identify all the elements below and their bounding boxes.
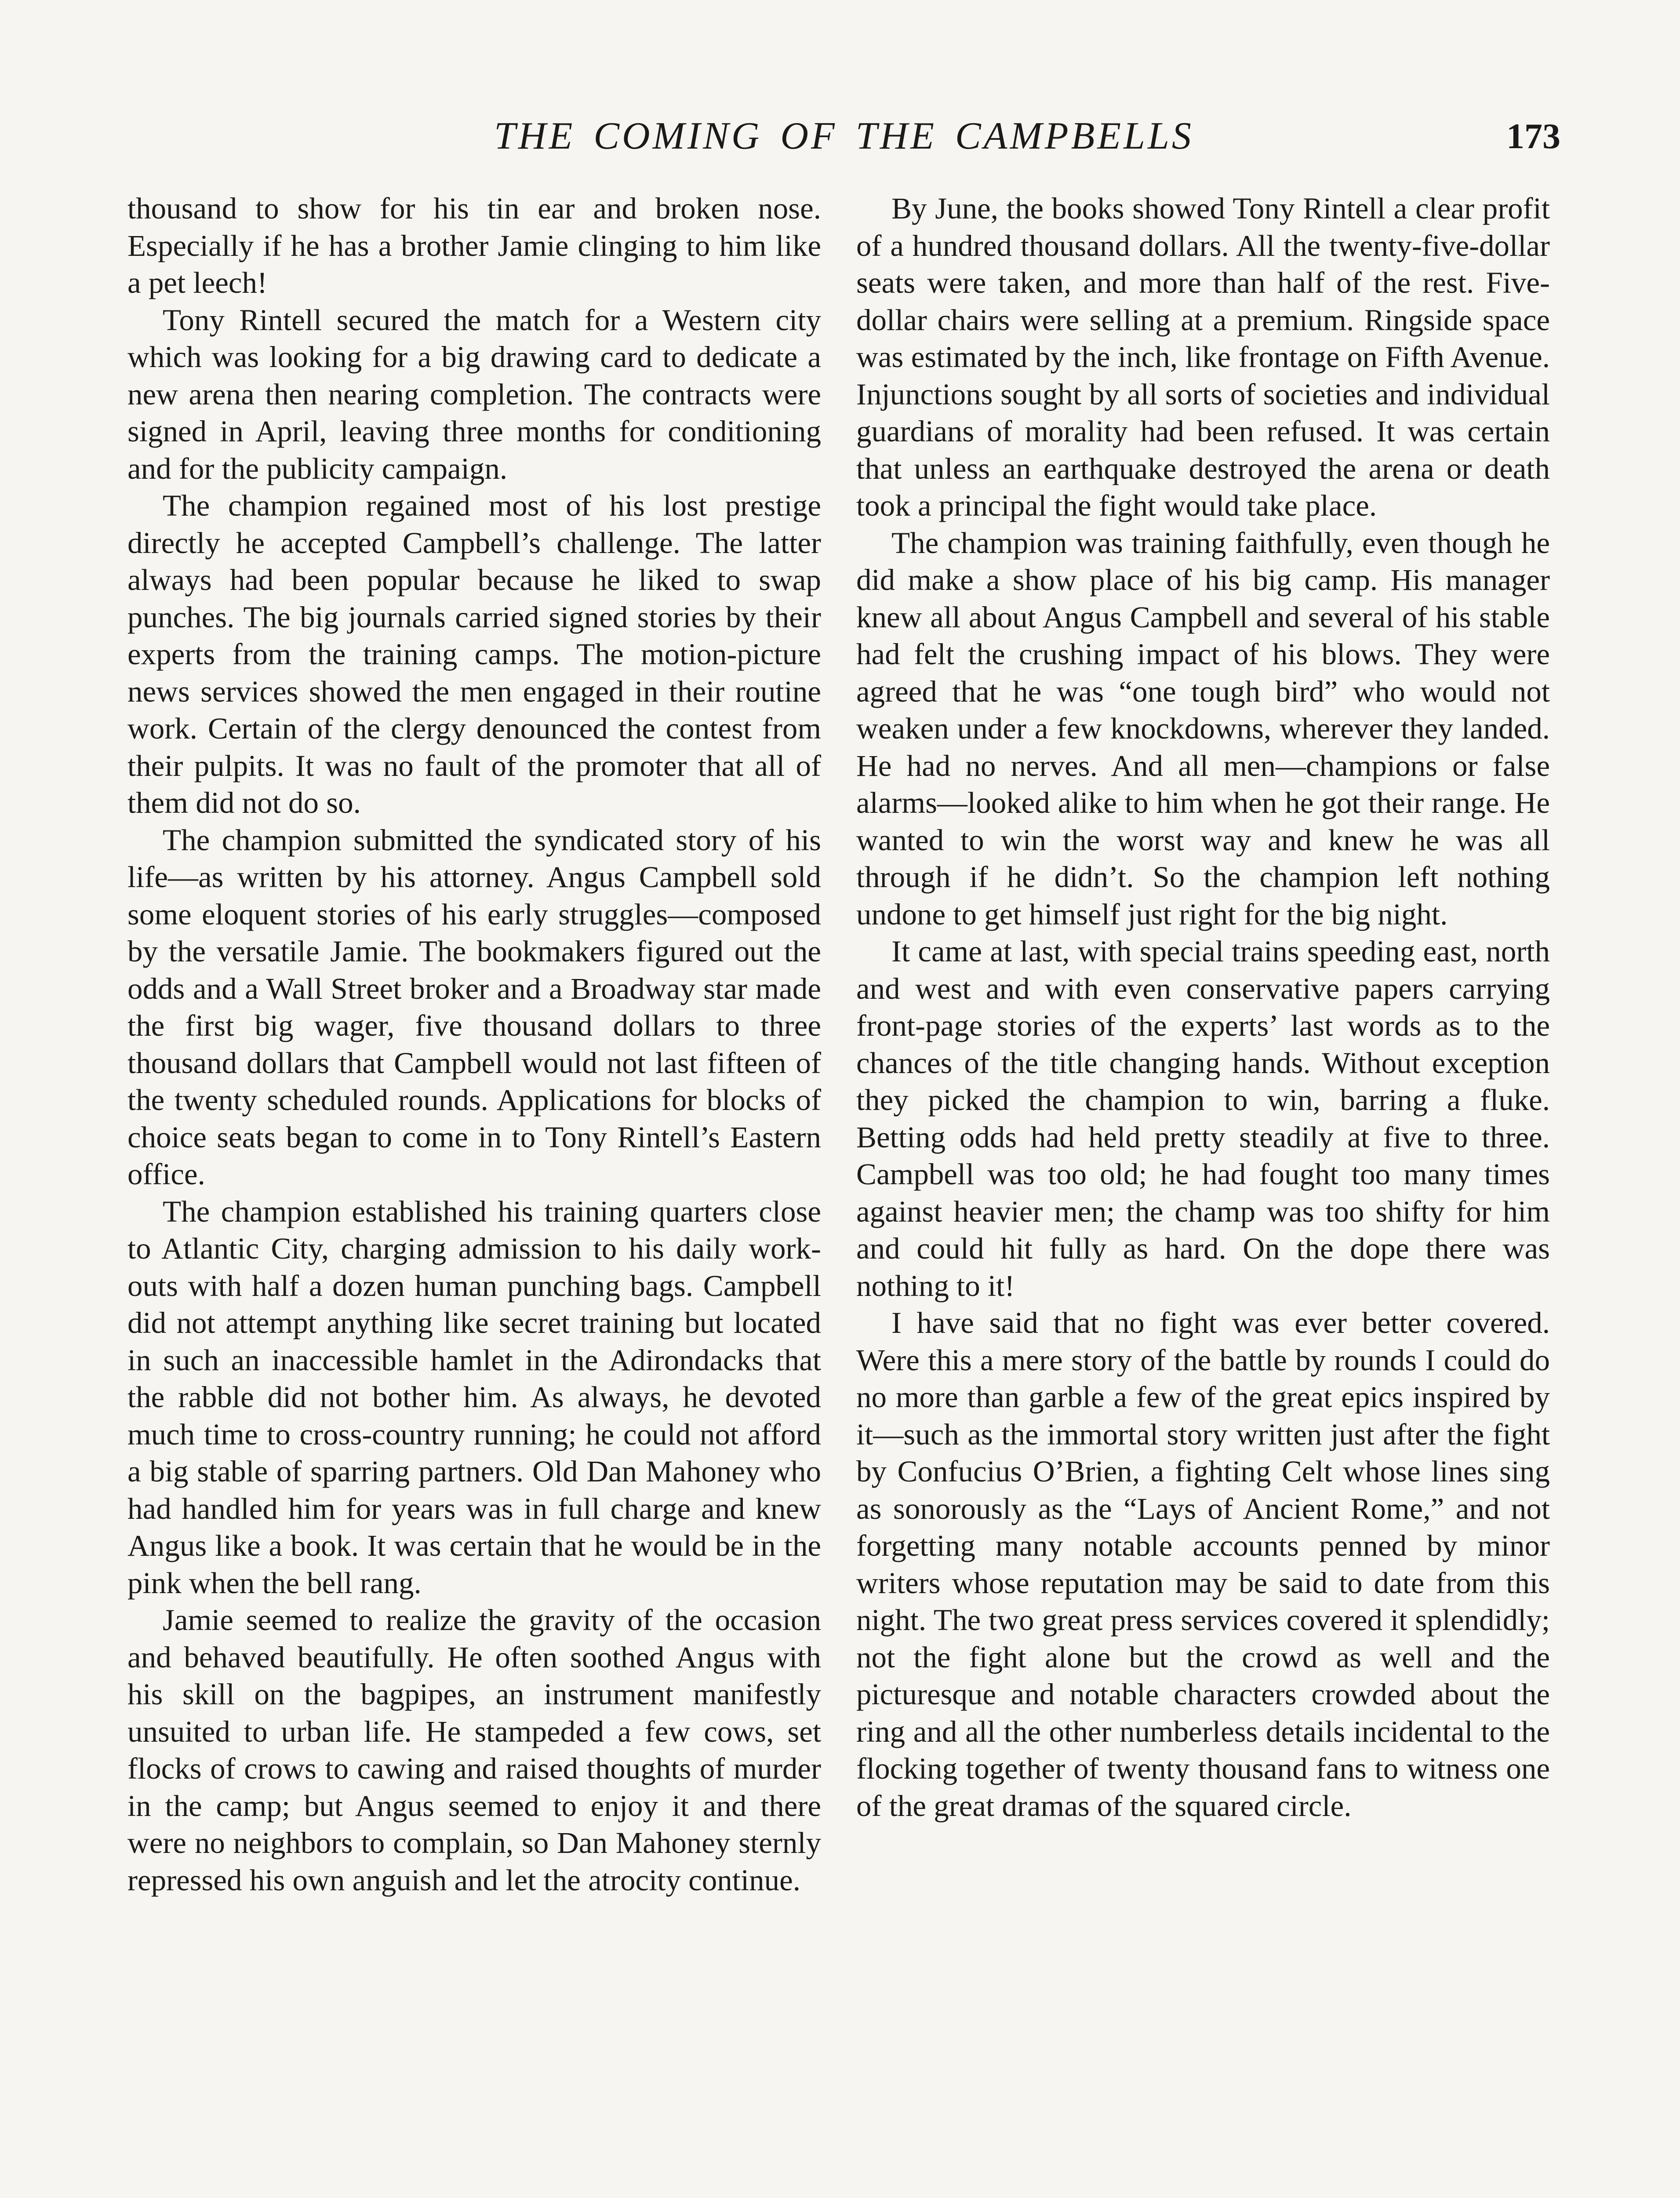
paragraph: The champion was training faithfully, even though he did make a show place of his big camp. His manager knew all about Angus Campbell and several of his stable had felt the crushing impact of his blows. They were agreed that he was “one tough bird” who would not weaken under a few knockdowns, wherever they landed. He had no nerves. And all men—champions or false alarms—looked alike to him when he got their range. He wanted to win the worst way and knew he was all through if he didn’t. So the champion left nothing undone to get himself just right for the big night. [856, 526, 1550, 931]
paragraph: Jamie seemed to realize the gravity of the occasion and behaved beautifully. He often soothed Angus with his skill on the bagpipes, an instrument manifestly unsuited to urban life. He stampeded a few cows, set flocks of crows to cawing and raised thoughts of murder in the camp; but Angus seemed to enjoy it and there were no neighbors to complain, so Dan Mahoney sternly repressed his own anguish and let the atrocity continue. [127, 1603, 821, 1897]
running-head: THE COMING OF THE CAMPBELLS [494, 115, 1194, 157]
paragraph: It came at last, with special trains speeding east, north and west and with even conservative papers carrying front-page stories of the experts’ last words as to the chances of the title changing hands. Without exception they picked the champion to win, barring a fluke. Betting odds had held pretty steadily at five to three. Campbell was too old; he had fought too many times against heavier men; the champ was too shifty for him and could hit fully as hard. On the dope there was nothing to it! [856, 935, 1550, 1303]
paragraph: I have said that no fight was ever better covered. Were this a mere story of the battle by rounds I could do no more than garble a few of the great epics inspired by it—such as the immortal story written just after the fight by Confucius O’Brien, a fighting Celt whose lines sing as sonorously as the “Lays of Ancient Rome,” and not forgetting many notable accounts penned by minor writers whose reputation may be said to date from this night. The two great press services covered it splendidly; not the fight alone but the crowd as well and the picturesque and notable characters crowded about the ring and all the other numberless details incidental to the flocking together of twenty thousand fans to witness one of the great dramas of the squared circle. [856, 1306, 1550, 1823]
paragraph: The champion regained most of his lost prestige directly he accepted Campbell’s challenge. The latter always had been popular because he liked to swap punches. The big journals carried signed stories by their experts from the training camps. The motion-picture news services showed the men engaged in their routine work. Certain of the clergy denounced the contest from their pulpits. It was no fault of the promoter that all of them did not do so. [127, 489, 821, 819]
page-number: 173 [1506, 116, 1560, 156]
paragraph: By June, the books showed Tony Rintell a clear profit of a hundred thousand dollars. All the twenty-five-dollar seats were taken, and more than half of the rest. Five-dollar chairs were selling at a premium. Ringside space was estimated by the inch, like frontage on Fifth Avenue. Injunctions sought by all sorts of societies and individual guardians of morality had been refused. It was certain that unless an earthquake destroyed the arena or death took a principal the fight would take place. [856, 192, 1550, 522]
page-header [127, 112, 1560, 160]
paragraph: The champion established his training quarters close to Atlantic City, charging admission to his daily work-outs with half a dozen human punching bags. Campbell did not attempt anything like secret training but located in such an inaccessible hamlet in the Adirondacks that the rabble did not bother him. As always, he devoted much time to cross-country running; he could not afford a big stable of sparring partners. Old Dan Mahoney who had handled him for years was in full charge and knew Angus like a book. It was certain that he would be in the pink when the bell rang. [127, 1194, 821, 1600]
right-column [856, 190, 1550, 1824]
paragraph: The champion submitted the syndicated story of his life—as written by his attorney. Angus Campbell sold some eloquent stories of his early struggles—composed by the versatile Jamie. The bookmakers figured out the odds and a Wall Street broker and a Broadway star made the first big wager, five thousand dollars to three thousand dollars that Campbell would not last fifteen of the twenty scheduled rounds. Applications for blocks of choice seats began to come in to Tony Rintell’s Eastern office. [127, 823, 821, 1191]
paragraph: thousand to show for his tin ear and broken nose. Especially if he has a brother Jamie clinging to him like a pet leech! [127, 192, 821, 299]
paragraph: Tony Rintell secured the match for a Western city which was looking for a big drawing card to dedicate a new arena then nearing completion. The contracts were signed in April, leaving three months for conditioning and for the publicity campaign. [127, 303, 821, 485]
left-column [127, 190, 821, 1899]
